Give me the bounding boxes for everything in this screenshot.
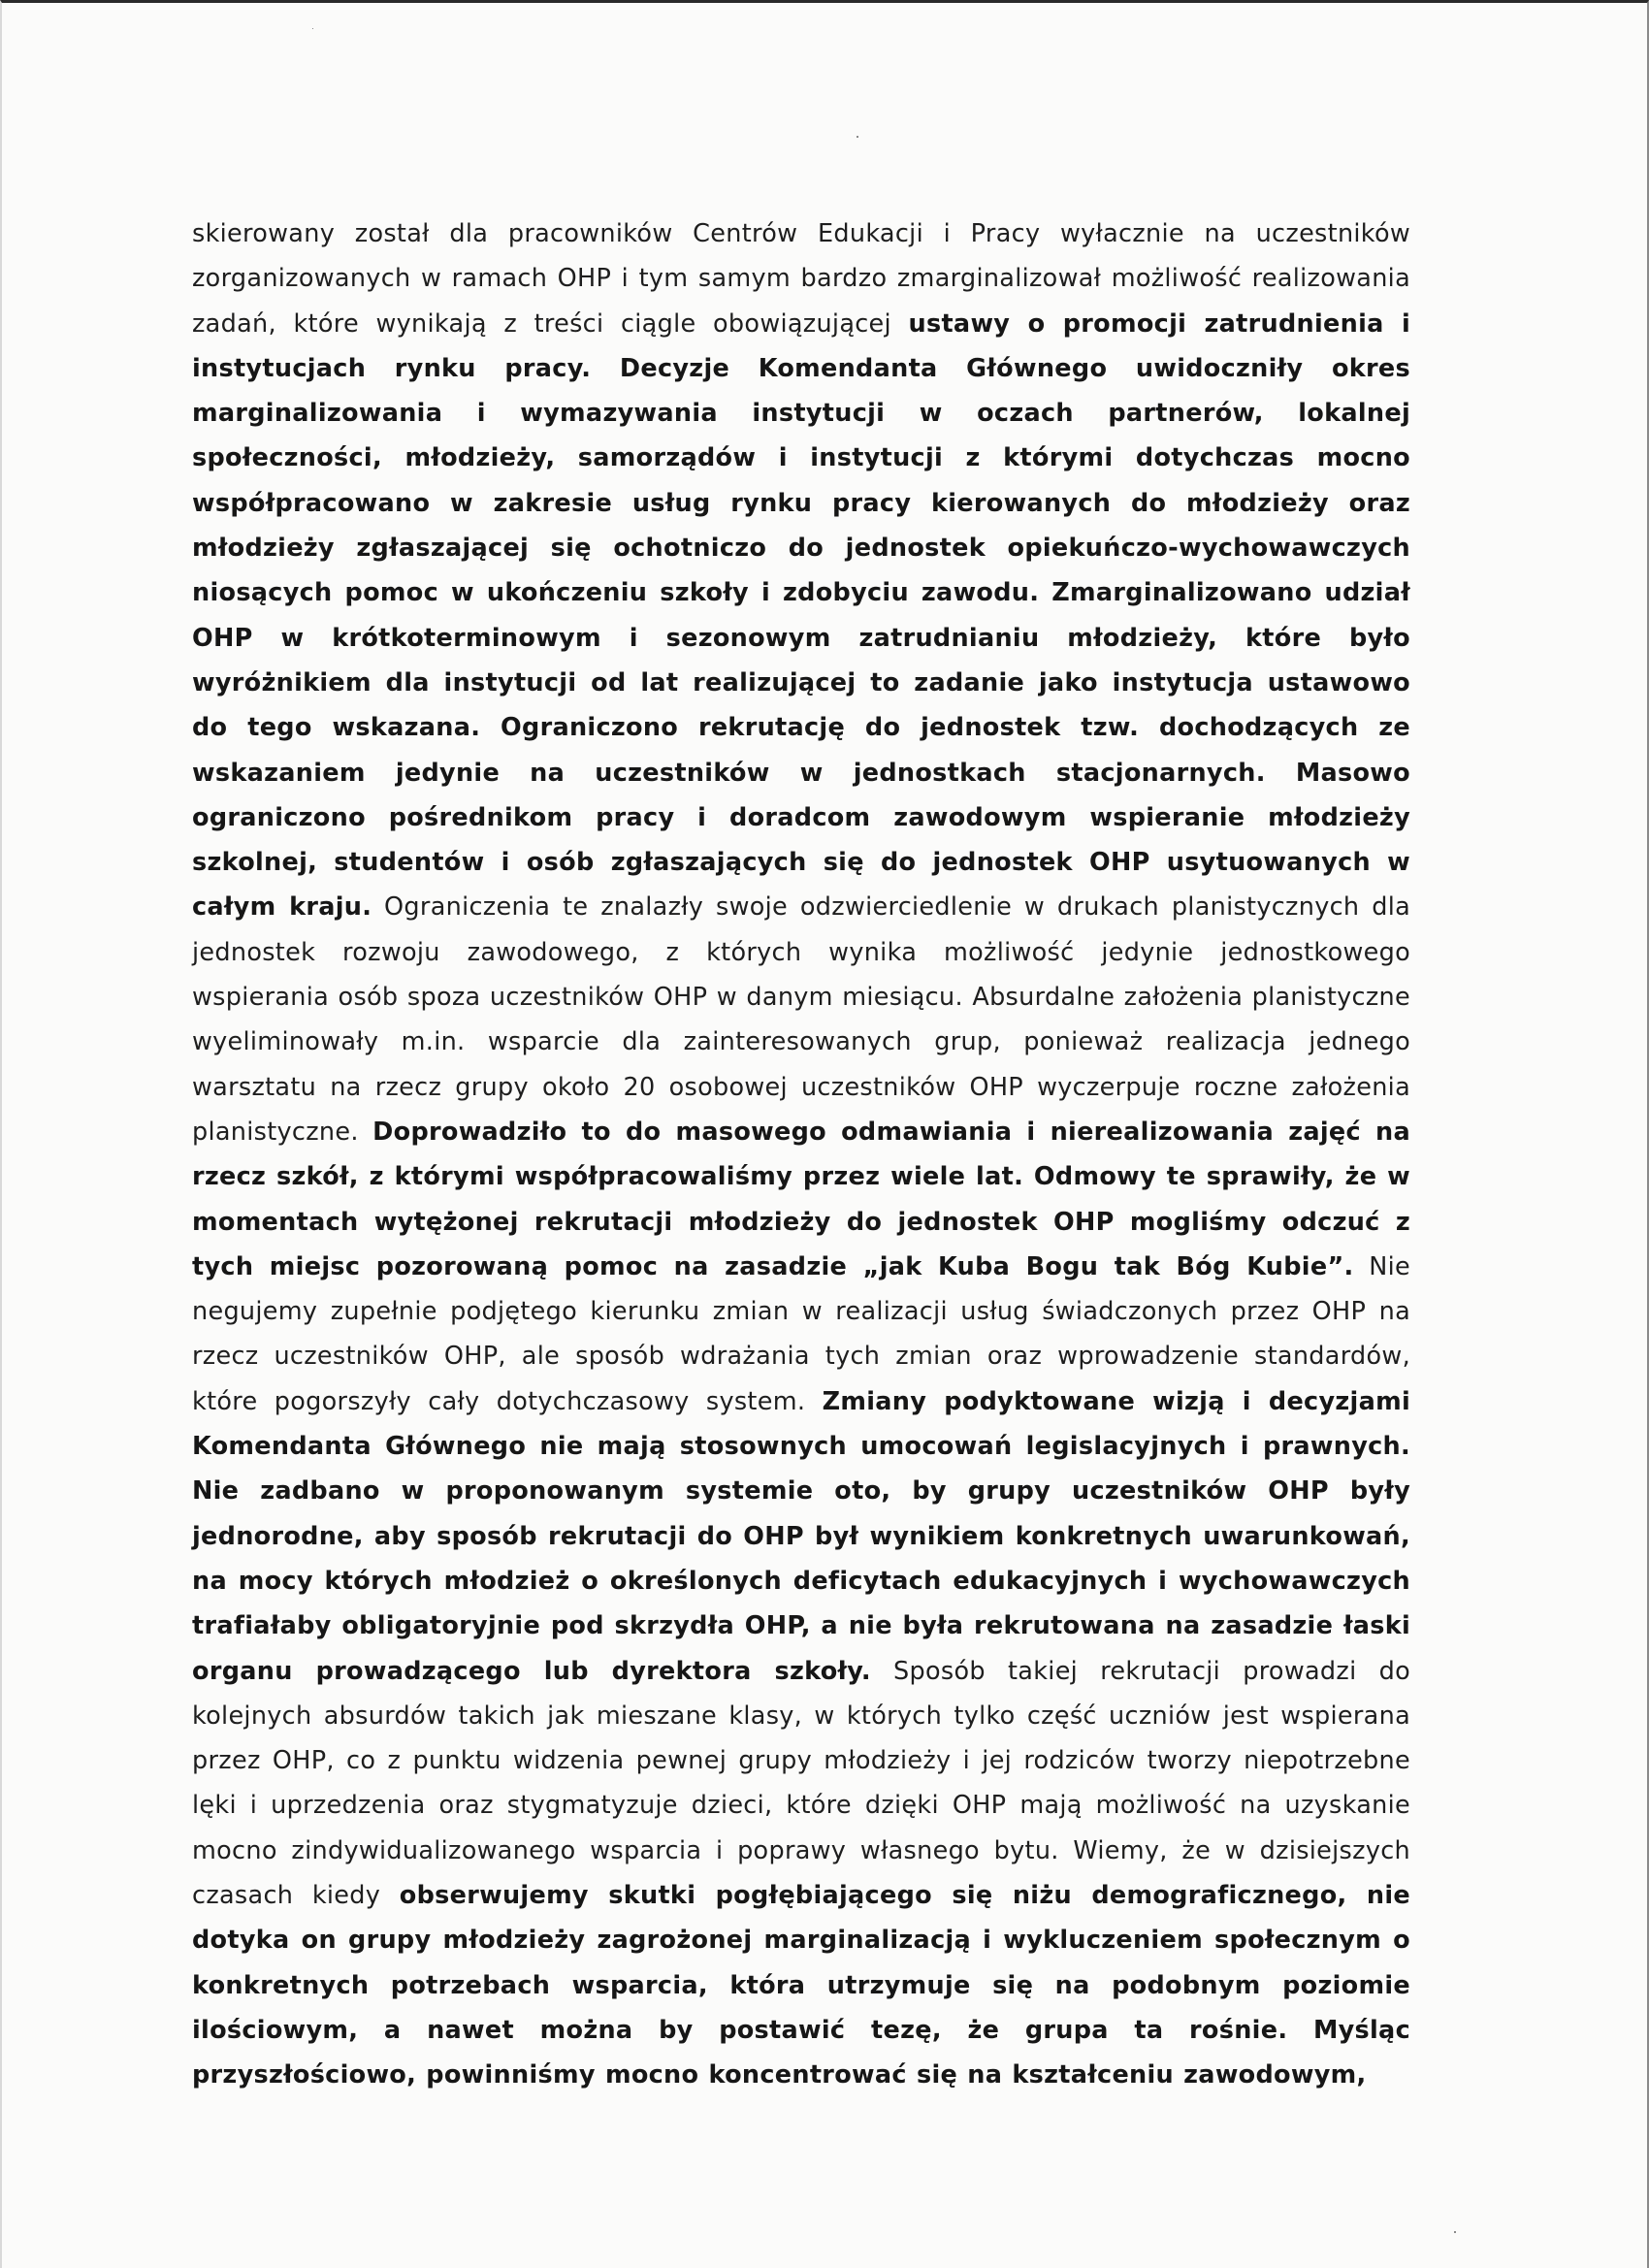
text-segment-bold: Doprowadziło to do masowego odmawiania i nierealizowania zajęć na rzecz szkół, z którymi współpracowaliśmy przez wiele lat. Odmowy te sprawiły, że w momentach wytężonej rekrutacji młodzieży do jednostek OHP mogliśmy odczuć z tych miejsc pozorowaną pomoc na zasadzie „jak Kuba Bogu tak Bóg Kubie”. bbox=[192, 1117, 1411, 1281]
scan-speck bbox=[312, 28, 313, 29]
text-segment-bold: obserwujemy skutki pogłębiającego się niżu demograficznego, nie dotyka on grupy młodzieży zagrożonej marginalizacją i wykluczeniem społecznym o konkretnych potrzebach wsparcia, która utrzymuje się na podobnym poziomie ilościowym, a nawet można by postawić tezę, że grupa ta rośnie. Myśląc przyszłościowo, powinniśmy mocno koncentrować się na kształceniu zawodowym, bbox=[192, 1880, 1410, 2090]
scan-speck bbox=[857, 136, 858, 138]
text-segment: Nie negujemy zupełnie podjętego kierunku zmian w realizacji usług świadczonych przez OHP na rzecz uczestników OHP, ale sposób wdrażania tych zmian oraz wprowadzenie standardów, które pogorszyły cały dotychczasowy system. bbox=[192, 1251, 1411, 1416]
text-segment-bold: ustawy o promocji zatrudnienia i instytucjach rynku pracy. Decyzje Komendanta Głównego uwidoczniły okres marginalizowania i wymazywania instytucji w oczach partnerów, lokalnej społeczności, młodzieży, samorządów i instytucji z którymi dotychczas mocno współpracowano w zakresie usług rynku pracy kierowanych do młodzieży oraz młodzieży zgłaszającej się ochotniczo do jednostek opiekuńczo-wychowawczych niosących pomoc w ukończeniu szkoły i zdobyciu zawodu. Zmarginalizowano udział OHP w krótkoterminowym i sezonowym zatrudnianiu młodzieży, które było wyróżnikiem dla instytucji od lat realizującej to zadanie jako instytucja ustawowo do tego wskazana. Ograniczono rekrutację do jednostek tzw. dochodzących ze wskazaniem jedynie na uczestników w jednostkach stacjonarnych. Masowo ograniczono pośrednikom pracy i doradcom zawodowym wspieranie młodzieży szkolnej, studentów i osób zgłaszających się do jednostek OHP usytuowanych w całym kraju. bbox=[192, 308, 1411, 923]
text-segment-bold: Zmiany podyktowane wizją i decyzjami Komendanta Głównego nie mają stosownych umocowań legislacyjnych i prawnych. Nie zadbano w proponowanym systemie oto, by grupy uczestników OHP były jednorodne, aby sposób rekrutacji do OHP był wynikiem konkretnych uwarunkowań, na mocy których młodzież o określonych deficytach edukacyjnych i wychowawczych trafiałaby obligatoryjnie pod skrzydła OHP, a nie była rekrutowana na zasadzie łaski organu prowadzącego lub dyrektora szkoły. bbox=[192, 1386, 1410, 1686]
body-paragraph bbox=[192, 211, 1410, 2097]
text-segment: Ograniczenia te znalazły swoje odzwierciedlenie w drukach planistycznych dla jednostek rozwoju zawodowego, z których wynika możliwość jedynie jednostkowego wspierania osób spoza uczestników OHP w danym miesiącu. Absurdalne założenia planistyczne wyeliminowały m.in. wsparcie dla zainteresowanych grup, ponieważ realizacja jednego warsztatu na rzecz grupy około 20 osobowej uczestników OHP wyczerpuje roczne założenia planistyczne. bbox=[192, 892, 1411, 1147]
scan-speck bbox=[1454, 2231, 1456, 2233]
text-segment: Sposób takiej rekrutacji prowadzi do kolejnych absurdów takich jak mieszane klasy, w których tylko część uczniów jest wspierana przez OHP, co z punktu widzenia pewnej grupy młodzieży i jej rodziców tworzy niepotrzebne lęki i uprzedzenia oraz stygmatyzuje dzieci, które dzięki OHP mają możliwość na uzyskanie mocno zindywidualizowanego wsparcia i poprawy własnego bytu. Wiemy, że w dzisiejszych czasach kiedy bbox=[192, 1656, 1410, 1910]
text-segment: skierowany został dla pracowników Centrów Edukacji i Pracy wyłacznie na uczestników zorganizowanych w ramach OHP i tym samym bardzo zmarginalizował możliwość realizowania zadań, które wynikają z treści ciągle obowiązującej bbox=[192, 219, 1410, 339]
